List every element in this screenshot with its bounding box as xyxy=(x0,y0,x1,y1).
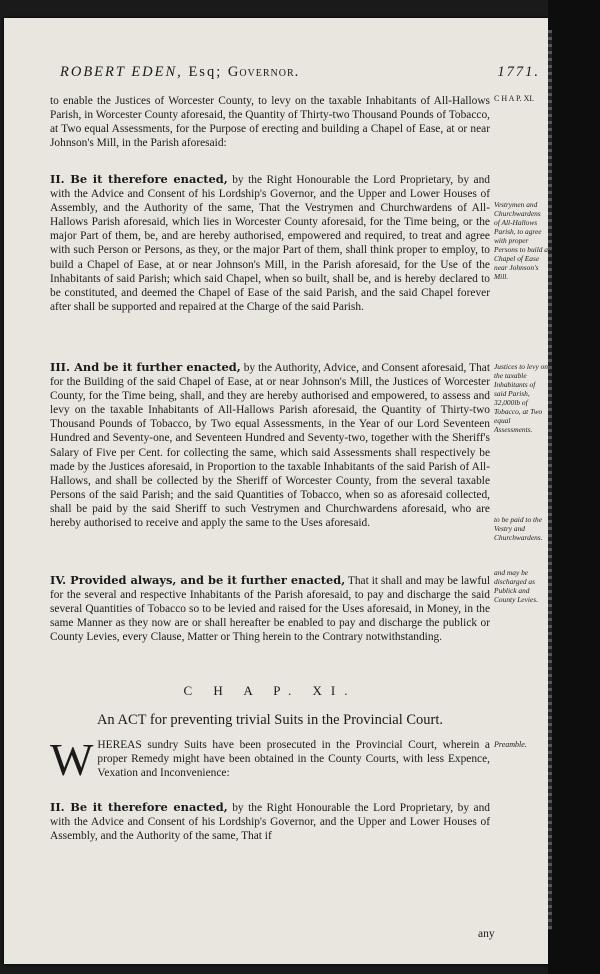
chapter-section-2 xyxy=(50,800,490,853)
act-title: An ACT for preventing trivial Suits in the Provincial Court. xyxy=(96,712,444,728)
catchword: any xyxy=(478,928,495,940)
header-year: 1771. xyxy=(497,64,540,80)
binding-edge xyxy=(548,0,600,974)
section-4-margin-note: and may be discharged as Publick and County Levies. xyxy=(494,568,538,604)
chapter-heading: C H A P. XI. xyxy=(183,683,357,698)
intro-text: to enable the Justices of Worcester County, to levy on the taxable Inhabitants of All-Hallows Parish, in Worcester County aforesaid, the Quantity of Thirty-two Thousand Pounds of Tobacco, at Two equal Assessments, for the Purpose of erecting and building a Chapel of Ease, at or near Johnson's Mill, in the Parish aforesaid: xyxy=(50,95,490,150)
section-3-margin-note: Justices to levy on the taxable Inhabitants of said Parish, 32,000lb of Tobacco, at Two equal Assessments. xyxy=(494,362,548,434)
chapter-section-2-text: II. Be it therefore enacted, by the Right Honourable the Lord Proprietary, by and with the Advice and Consent of his Lordship's Governor, and the Upper and Lower Houses of Assembly, and the Authority of the same, That if xyxy=(50,800,490,843)
section-3-margin-note-2: to be paid to the Vestry and Churchwardens. xyxy=(494,515,543,542)
preamble xyxy=(50,734,490,790)
header-name: ROBERT EDEN, Esq; Governor. xyxy=(60,64,300,80)
section-2 xyxy=(50,172,490,324)
drop-cap: W xyxy=(50,734,94,785)
top-chapter-note: C H A P. XI. xyxy=(494,94,535,103)
binding-strip xyxy=(548,30,552,930)
section-2-margin-note: Vestrymen and Churchwardens of All-Hallows Parish, to agree with proper Persons to build a Chapel of Ease near Johnson's Mill. xyxy=(494,200,548,281)
preamble-margin-note: Preamble. xyxy=(494,740,527,749)
running-header xyxy=(60,64,540,81)
section-3 xyxy=(50,360,490,540)
intro-paragraph xyxy=(50,94,490,160)
section-2-text: II. Be it therefore enacted, by the Right Honourable the Lord Proprietary, by and with the Advice and Consent of his Lordship's Governor, and the Upper and Lower Houses of Assembly, and the Authority of the same, That the Vestrymen and Churchwardens of All-Hallows Parish aforesaid, which lies in Worcester County aforesaid, for the Time being, or the major Part of them, be, and are hereby authorised, empowered and required, to treat and agree with such Person or Persons, as they, or the major Part of them, shall think proper to employ, to build a Chapel of Ease, at or near Johnson's Mill, in the Parish aforesaid, for the Use of the Inhabitants of said Parish; which said Chapel, when so built, shall be, and is hereby declared to be constituted, and deemed the Chapel of Ease of the said Parish, and the said Chapel forever after shall be supported and repaired at the Charge of the said Parish. xyxy=(50,172,490,313)
section-4 xyxy=(50,573,490,654)
section-4-text: IV. Provided always, and be it further enacted, That it shall and may be lawful for the several and respective Inhabitants of the Parish aforesaid, to pay and discharge the said several Quantities of Tobacco so to be levied and raised for the Uses aforesaid, in Money, in the same Manner as they now are or shall hereafter be enabled to pay and discharge the publick or County Levies, every Clause, Matter or Thing herein to the Contrary notwithstanding. xyxy=(50,573,490,644)
section-3-text: III. And be it further enacted, by the Authority, Advice, and Consent aforesaid, That for the Building of the said Chapel of Ease, at or near Johnson's Mill, the Justices of Worcester County, for the Time being, shall, and they are hereby authorised and empowered, to assess and levy on the taxable Inhabitants of All-Hallows Parish aforesaid, the Quantity of Thirty-two Thousand Pounds of Tobacco, by Two equal Assessments, in the Year of our Lord Seventeen Hundred and Seventy-one, and Seventeen Hundred and Seventy-two, together with the Sheriff's Salary of Five per Cent. for collecting the same, which said Assessments shall respectively be made by the Justices aforesaid, in Proportion to the taxable Inhabitants of the said Parish of All-Hallows, and shall be collected by the Sheriff of Worcester County, from the several taxable Persons of the said Parish; and the said Quantities of Tobacco, when so as aforesaid collected, shall be paid by the said Sheriff to such Vestrymen and Churchwardens aforesaid, who are hereby authorised to receive and apply the same to the Uses aforesaid. xyxy=(50,360,490,530)
preamble-text: WHEREAS sundry Suits have been prosecuted in the Provincial Court, wherein a proper Remedy might have been obtained in the County Courts, with less Expence, Vexation and Inconvenience: xyxy=(50,734,490,785)
